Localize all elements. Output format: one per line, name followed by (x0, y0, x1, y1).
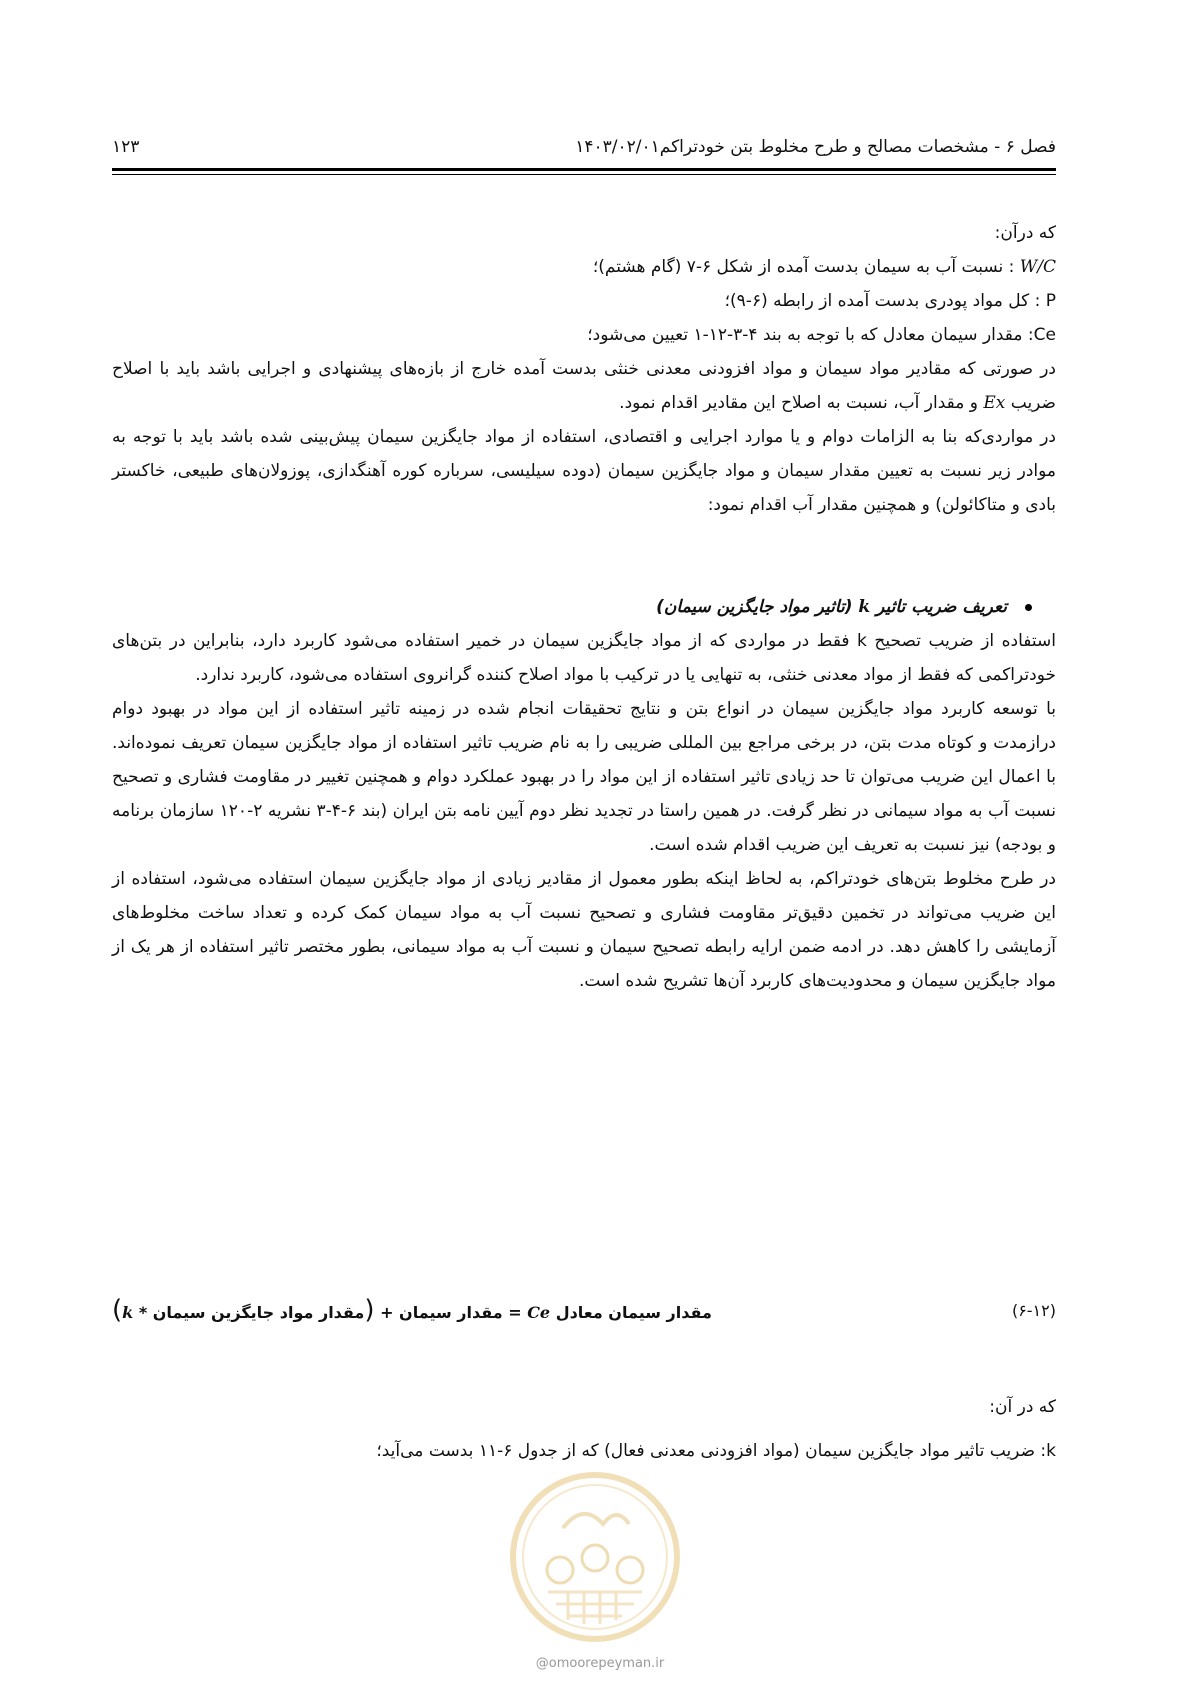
bullet-icon (1025, 604, 1032, 611)
chapter-title: فصل ۶ - مشخصات مصالح و طرح مخلوط بتن خودتراکم۱۴۰۳/۰۲/۰۱ (575, 137, 1056, 157)
section-heading: تعریف ضریب تاثیر k (تاثیر مواد جایگزین سیمان) (112, 590, 1056, 624)
definition-k: k: ضریب تاثیر مواد جایگزین سیمان (مواد افزودنی معدنی فعال) که از جدول ۶-۱۱ بدست می‌آید؛ (376, 1441, 1056, 1461)
page-number: ۱۲۳ (112, 137, 140, 157)
watermark-url: @omoorepeyman.ir (535, 1656, 665, 1671)
where-intro-2: که در آن: (989, 1397, 1056, 1417)
page-header (112, 130, 1056, 164)
paragraph-replacement: در مواردی‌که بنا به الزامات دوام و یا موارد اجرایی و اقتصادی، استفاده از مواد جایگزین سیمان پیش‌بینی شده باشد باید با توجه به موادر زیر نسبت به تعیین مقدار سیمان و مواد جایگزین سیمان (دوده سیلیسی، سرباره کوره آهنگدازی، پوزولان‌های طبیعی، خاکستر بادی و متاکائولن) و همچنین مقدار آب اقدام نمود: (112, 427, 1056, 515)
watermark-seal-icon (508, 1470, 682, 1644)
header-rule-thin (112, 174, 1056, 175)
definition-wc: W/C : نسبت آب به سیمان بدست آمده از شکل ۶-۷ (گام هشتم)؛ (592, 257, 1056, 277)
paragraph-scc: در طرح مخلوط بتن‌های خودتراکم، به لحاظ اینکه بطور معمول از مقادیر زیادی از مواد جایگزین سیمان استفاده می‌شود، استفاده از این ضریب می‌تواند در تخمین دقیق‌تر مقاومت فشاری و تصحیح نسبت آب به مواد سیمان کمک کرده و تعداد ساخت مخلوط‌های آزمایشی را کاهش دهد. در ادمه ضمن ارایه رابطه تصحیح سیمان و نسبت آب به مواد سیمانی، بطور مختصر تاثیر استفاده از هر یک از مواد جایگزین سیمان و محدودیت‌های کاربرد آن‌ها تشریح شده است. (112, 869, 1056, 991)
body-text (112, 216, 1056, 998)
where-intro: که درآن: (994, 223, 1056, 243)
definition-ce: Ce: مقدار سیمان معادل که با توجه به بند ۴-۳-۱۲-۱ تعیین می‌شود؛ (587, 325, 1056, 345)
ex-symbol: Ex (983, 393, 1006, 413)
equation-row (112, 1290, 1056, 1330)
paragraph-k-usage: استفاده از ضریب تصحیح k فقط در مواردی که از مواد جایگزین سیمان در خمیر استفاده می‌شود کاربرد دارد، بنابراین در بتن‌های خودتراکمی که فقط از مواد معدنی خنثی، به تنهایی یا در ترکیب با مواد اصلاح کننده گرانروی استفاده می‌شود، کاربرد ندارد. (112, 631, 1056, 685)
header-rule-thick (112, 168, 1056, 171)
equation-number: (۶-۱۲) (1011, 1300, 1056, 1320)
wc-symbol: W/C (1019, 257, 1056, 277)
definition-p: P : کل مواد پودری بدست آمده از رابطه (۶-۹)؛ (724, 291, 1056, 311)
ce-symbol: Ce (1033, 325, 1056, 345)
equation: مقدار سیمان معادل Ce = مقدار سیمان + (مقدار مواد جایگزین سیمان * k) (112, 1295, 712, 1325)
paragraph-k-definition: با توسعه کاربرد مواد جایگزین سیمان در انواع بتن و نتایج تحقیقات انجام شده در زمینه تاثیر استفاده از این مواد در بهبود دوام درازمدت و کوتاه مدت بتن، در برخی مراجع بین المللی ضریبی را به نام ضریب تاثیر استفاده از مواد جایگزین سیمان تعریف نموده‌اند. با اعمال این ضریب می‌توان تا حد زیادی تاثیر استفاده از این مواد را در بهبود عملکرد دوام و همچنین تغییر در مقاومت فشاری و تصحیح نسبت آب به مواد سیمانی در نظر گرفت. در همین راستا در تجدید نظر دوم آیین نامه بتن ایران (بند ۶-۴-۳ نشریه ۲-۱۲۰ سازمان برنامه و بودجه) نیز نسبت به تعریف این ضریب اقدام شده است. (112, 699, 1056, 855)
tail-text (112, 1385, 1056, 1473)
p-symbol: P (1045, 291, 1056, 311)
k-symbol: k (1046, 1441, 1056, 1461)
paragraph-ex: در صورتی که مقادیر مواد سیمان و مواد افزودنی معدنی خنثی بدست آمده خارج از بازه‌های پیشنهادی و اجرایی باشد باید با اصلاح ضریب Ex و مقدار آب، نسبت به اصلاح این مقادیر اقدام نمود. (112, 359, 1056, 413)
